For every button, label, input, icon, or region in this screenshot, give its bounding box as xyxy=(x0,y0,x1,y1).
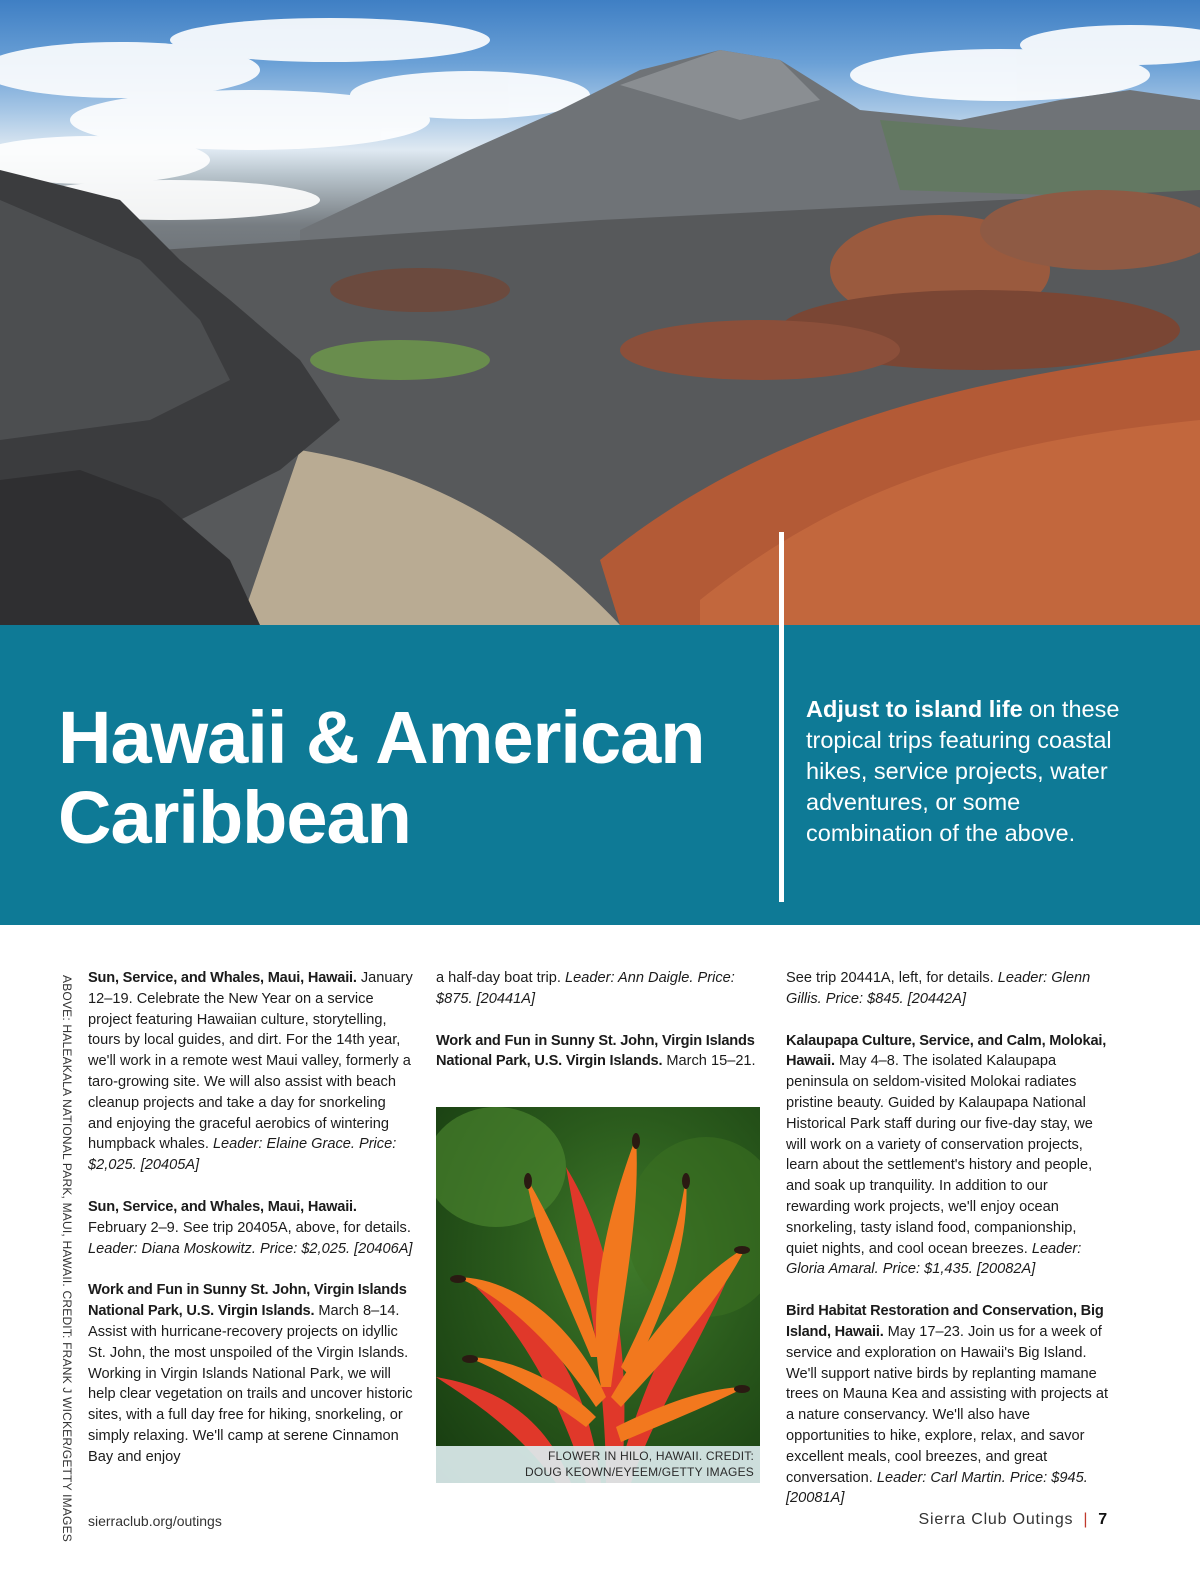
column-3 xyxy=(786,968,1111,1530)
trip-text: January 12–19. Celebrate the New Year on a service project featuring Hawaiian culture, storytelling, tours by local guides, and dirt. For the 14th year, we'll work in a remote west Maui valley, formerly a taro-growing site. We will also assist with beach cleanup projects and take a day for snorkeling and enjoying the graceful aerobics of wintering humpback whales. xyxy=(88,970,413,1153)
page-number: 7 xyxy=(1098,1511,1108,1528)
intro-text xyxy=(806,694,1146,849)
trip-text: May 17–23. Join us for a week of service and exploration on Hawaii's Big Island. We'll support native birds by replanting mamane trees on Mauna Kea and assisting with projects at a nature conservancy. We'll also have opportunities to hike, explore, relax, and savor excellent meals, cool breezes, and great conversation. xyxy=(786,1323,1109,1486)
trip-text: May 4–8. The isolated Kalaupapa peninsula on seldom-visited Molokai radiates pristine beauty. Guided by Kalaupapa National Historical Park staff during our five-day stay, we will work on a variety of conservation projects, learn about the settlement's history and people, and soak up tranquility. In addition to our rewarding work projects, we'll enjoy ocean snorkeling, tasty island food, companionship, quiet nights, and cool ocean breezes. xyxy=(786,1053,1093,1257)
hero-landscape-illustration xyxy=(0,0,1200,625)
column-1 xyxy=(88,968,413,1489)
trip-entry xyxy=(88,968,413,1176)
flower-photo-caption xyxy=(436,1446,760,1483)
trip-text: February 2–9. See trip 20405A, above, for details. xyxy=(88,1219,411,1236)
intro-lead: Adjust to island life xyxy=(806,696,1023,722)
trip-heading: Bird Habitat Restoration and Conservation, Big Island, Hawaii. xyxy=(786,1303,1104,1340)
intro-rest: on these tropical trips featuring coastal hikes, service projects, water adventures, or some combination of the above. xyxy=(806,696,1120,846)
trip-entry xyxy=(88,1280,413,1467)
trip-entry-continued xyxy=(436,968,761,1010)
trip-heading: Sun, Service, and Whales, Maui, Hawaii. xyxy=(88,970,357,986)
heliconia-flower-illustration xyxy=(436,1107,760,1483)
trip-text: a half-day boat trip. xyxy=(436,970,565,986)
trip-entry xyxy=(786,1301,1111,1509)
trip-leader-price: Leader: Ann Daigle. Price: $875. [20441A] xyxy=(436,970,735,1007)
banner-divider-line xyxy=(779,532,784,902)
trip-heading: Work and Fun in Sunny St. John, Virgin Islands National Park, U.S. Virgin Islands. xyxy=(88,1282,407,1320)
photo-credit-vertical: ABOVE: HALEAKALA NATIONAL PARK, MAUI, HAWAII. CREDIT: FRANK J WICKER/GETTY IMAGES xyxy=(60,975,74,1542)
trip-heading: Kalaupapa Culture, Service, and Calm, Molokai, Hawaii. xyxy=(786,1032,1107,1070)
footer-url: sierraclub.org/outings xyxy=(88,1513,222,1529)
hero-photo-haleakala xyxy=(0,0,1200,625)
trip-leader-price: Leader: Glenn Gillis. Price: $845. [20442A] xyxy=(786,970,1091,1007)
footer-separator: | xyxy=(1083,1511,1089,1528)
trip-leader-price: Leader: Carl Martin. Price: $945. [20081A] xyxy=(786,1469,1088,1507)
footer-publication: Sierra Club Outings xyxy=(918,1511,1074,1528)
trip-leader-price: Leader: Diana Moskowitz. Price: $2,025. [20406A] xyxy=(88,1240,413,1257)
flower-photo xyxy=(436,1107,760,1483)
trip-heading: Sun, Service, and Whales, Maui, Hawaii. xyxy=(88,1198,357,1215)
trip-leader-price: Leader: Gloria Amaral. Price: $1,435. [20082A] xyxy=(786,1240,1082,1278)
trip-heading: Work and Fun in Sunny St. John, Virgin Islands National Park, U.S. Virgin Islands. xyxy=(436,1032,755,1070)
caption-text xyxy=(525,1448,754,1480)
caption-line-2: DOUG KEOWN/EYEEM/GETTY IMAGES xyxy=(525,1465,754,1479)
trip-entry xyxy=(786,1031,1111,1281)
column-2 xyxy=(436,968,761,1093)
trip-entry-continued xyxy=(786,968,1111,1010)
page-title: Hawaii & American Caribbean xyxy=(58,696,705,859)
trip-text: March 8–14. Assist with hurricane-recovery projects on idyllic St. John, the most unspoiled of the Virgin Islands. Working in Virgin Islands National Park, we will help clear vegetation on trails and uncover historic sites, with a full day free for hiking, snorkeling, or simply relaxing. We'll camp at serene Cinnamon Bay and enjoy xyxy=(88,1303,413,1465)
trip-entry xyxy=(436,1031,761,1073)
trip-text: See trip 20441A, left, for details. xyxy=(786,970,998,986)
trip-leader-price: Leader: Elaine Grace. Price: $2,025. [20405A] xyxy=(88,1136,397,1174)
trip-entry xyxy=(88,1197,413,1259)
caption-line-1: FLOWER IN HILO, HAWAII. CREDIT: xyxy=(548,1449,754,1463)
trip-text: March 15–21. xyxy=(662,1053,756,1070)
footer-folio xyxy=(919,1511,1109,1529)
